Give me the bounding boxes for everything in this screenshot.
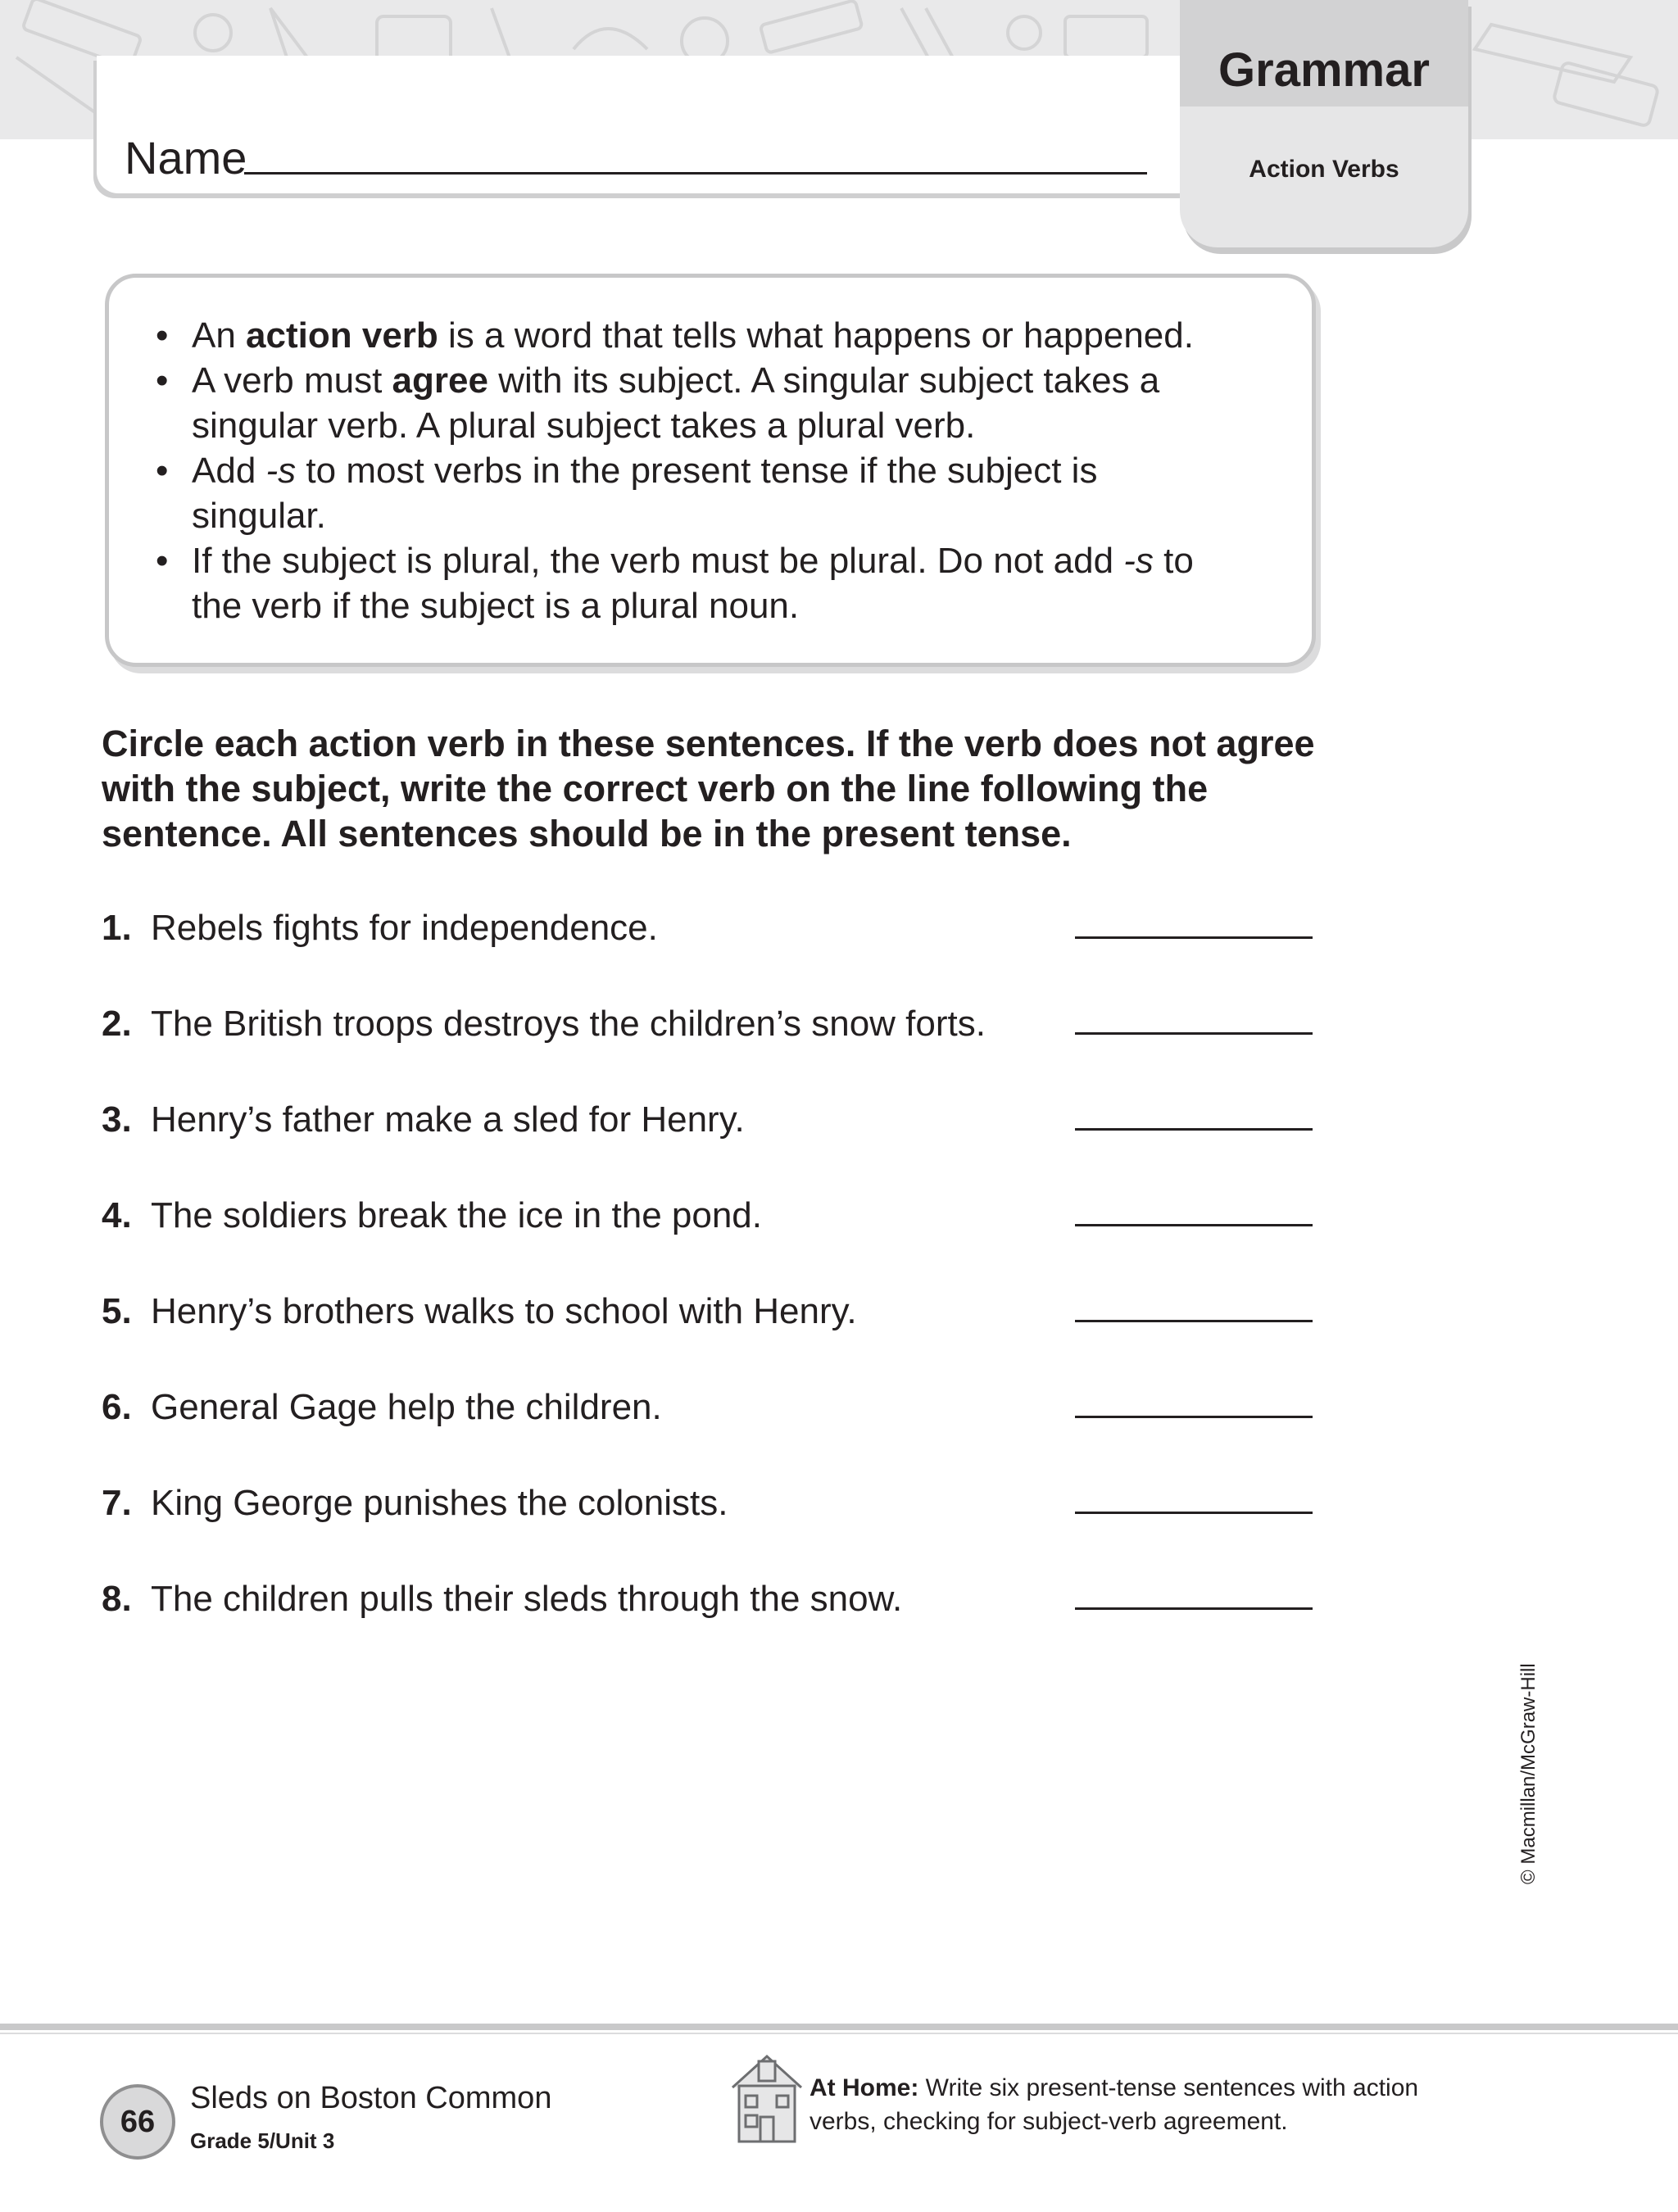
answer-line[interactable] — [1075, 1512, 1313, 1514]
item-number: 4. — [102, 1195, 132, 1235]
section-subtitle: Action Verbs — [1249, 156, 1399, 183]
item-sentence: Henry’s father make a sled for Henry. — [151, 1099, 745, 1140]
name-input-line[interactable] — [244, 172, 1147, 175]
bullet-icon: • — [156, 360, 169, 401]
answer-line[interactable] — [1075, 1320, 1313, 1322]
item-sentence: Henry’s brothers walks to school with Henry. — [151, 1291, 857, 1331]
footer-divider — [0, 2024, 1678, 2030]
grade-unit: Grade 5/Unit 3 — [190, 2128, 335, 2153]
item-number: 3. — [102, 1099, 132, 1140]
rule-4: If the subject is plural, the verb must be plural. Do not add -s to — [192, 541, 1194, 581]
answer-line[interactable] — [1075, 1607, 1313, 1610]
bullet-icon: • — [156, 451, 169, 491]
rule-2-continuation: singular verb. A plural subject takes a plural verb. — [192, 406, 976, 446]
instructions: Circle each action verb in these sentences. If the verb does not agree with the subject, write the correct verb on the line following the sentence. All sentences should be in the present tense. — [102, 723, 1315, 854]
item-number: 5. — [102, 1291, 132, 1331]
at-home-note: At Home: Write six present-tense sentences with action verbs, checking for subject-verb agreement. — [810, 2074, 1419, 2135]
item-number: 2. — [102, 1004, 132, 1044]
item-sentence: King George punishes the colonists. — [151, 1483, 728, 1523]
answer-line[interactable] — [1075, 936, 1313, 939]
rule-2: A verb must agree with its subject. A singular subject takes a — [192, 360, 1160, 401]
answer-line[interactable] — [1075, 1416, 1313, 1418]
answer-line[interactable] — [1075, 1128, 1313, 1131]
item-sentence: General Gage help the children. — [151, 1387, 662, 1427]
bullet-icon: • — [156, 315, 169, 356]
section-title: Grammar — [1218, 43, 1430, 97]
rule-1: An action verb is a word that tells what happens or happened. — [192, 315, 1194, 356]
item-number: 8. — [102, 1579, 132, 1619]
footer-divider-thin — [0, 2033, 1678, 2034]
item-number: 7. — [102, 1483, 132, 1523]
story-title: Sleds on Boston Common — [190, 2081, 552, 2115]
copyright-notice: © Macmillan/McGraw-Hill — [1517, 1663, 1540, 1884]
item-sentence: The British troops destroys the children’s snow forts. — [151, 1004, 986, 1044]
answer-line[interactable] — [1075, 1224, 1313, 1226]
rule-4-continuation: the verb if the subject is a plural noun. — [192, 586, 800, 626]
item-sentence: The soldiers break the ice in the pond. — [151, 1195, 763, 1235]
school-house-icon — [728, 2048, 806, 2146]
bullet-icon: • — [156, 541, 169, 581]
item-sentence: Rebels fights for independence. — [151, 908, 658, 948]
name-label: Name — [125, 132, 247, 184]
answer-line[interactable] — [1075, 1032, 1313, 1035]
rule-3-continuation: singular. — [192, 496, 326, 536]
rule-3: Add -s to most verbs in the present tense if the subject is — [192, 451, 1098, 491]
item-number: 1. — [102, 908, 132, 948]
page-number: 66 — [100, 2084, 175, 2160]
item-sentence: The children pulls their sleds through the snow. — [151, 1579, 903, 1619]
item-number: 6. — [102, 1387, 132, 1427]
